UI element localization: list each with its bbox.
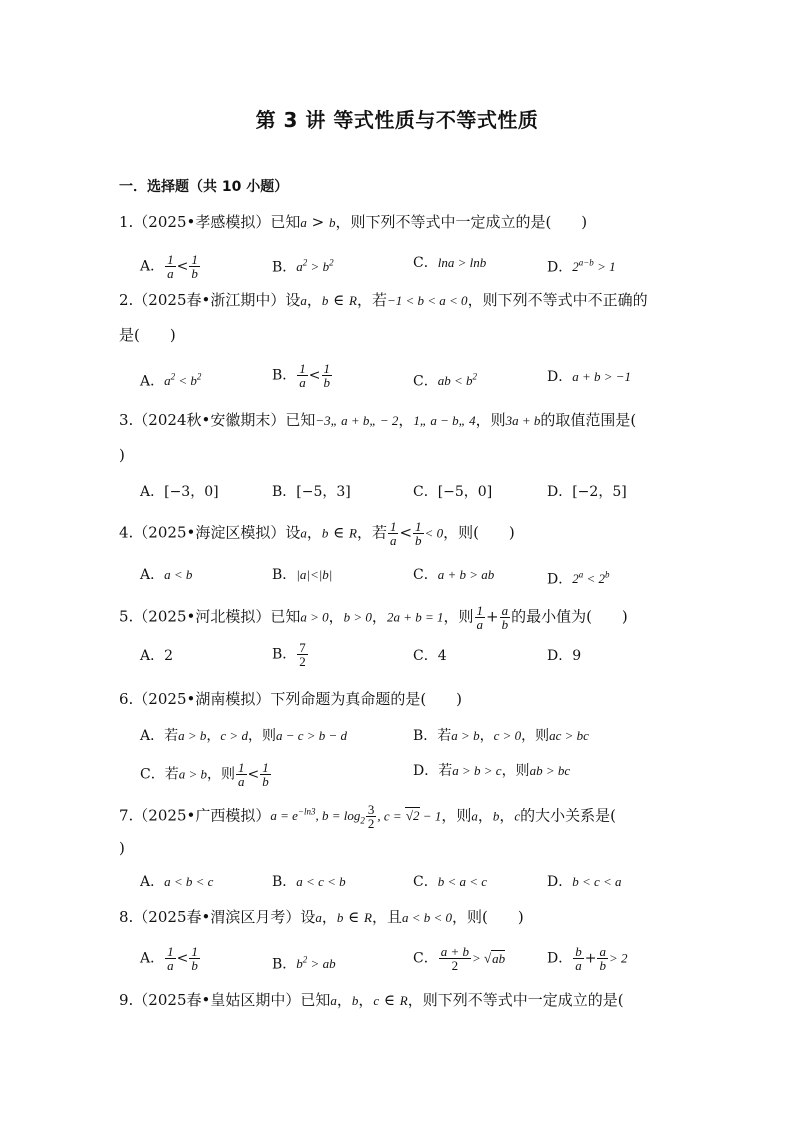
- q7-option-d[interactable]: D．b < c < a: [547, 874, 622, 890]
- question-3: 3.（2024秋•安徽期末）已知−3„ a + b„ − 2，1„ a − b„ 4，则3a + b的取值范围是(: [119, 411, 637, 429]
- q3-option-d[interactable]: D．[−2，5]: [547, 484, 627, 500]
- q8-option-a[interactable]: A． $\frac{1}{a}$ < $\frac{1}{b}$: [140, 944, 198, 973]
- q4-option-a[interactable]: A．a < b: [140, 567, 193, 583]
- question-2-cont: 是( ): [119, 326, 176, 344]
- question-3-cont: ): [119, 446, 125, 464]
- q2-option-d[interactable]: D．a + b > −1: [547, 369, 632, 385]
- q4-option-c[interactable]: C．a + b > ab: [413, 567, 495, 583]
- q8-option-d[interactable]: D． $\frac{b}{a}$ + $\frac{a}{b}$ > 2: [547, 944, 628, 973]
- q5-option-d[interactable]: D．9: [547, 648, 582, 664]
- question-4: 4.（2025•海淀区模拟）设a，b ∈ R，若 $\frac{1}{a}$ < $\frac{1}{b}$ < 0，则( ): [119, 519, 515, 548]
- q1-option-c[interactable]: C．lna > lnb: [413, 255, 487, 271]
- q7-option-a[interactable]: A．a < b < c: [140, 874, 214, 890]
- q6-option-b[interactable]: B．若a > b，c > 0，则ac > bc: [413, 728, 589, 744]
- question-2: 2.（2025春•浙江期中）设a，b ∈ R，若−1 < b < a < 0，则下列不等式中不正确的: [119, 291, 648, 309]
- q6-option-d[interactable]: D．若a > b > c，则ab > bc: [413, 763, 571, 779]
- q5-option-b[interactable]: B． $\frac{7}{2}$: [272, 640, 306, 669]
- q2-option-c[interactable]: C．ab < $b^2$: [413, 372, 477, 390]
- q2-option-b[interactable]: B． $\frac{1}{a}$ < $\frac{1}{b}$: [272, 361, 331, 390]
- question-6: 6.（2025•湖南模拟）下列命题为真命题的是( ): [119, 690, 463, 708]
- q6-option-c[interactable]: C．若a > b，则 $\frac{1}{a}$ < $\frac{1}{b}$: [140, 760, 269, 789]
- section-heading: 一．选择题（共 10 小题）: [119, 179, 289, 195]
- q7-option-b[interactable]: B．a < c < b: [272, 874, 346, 890]
- q1-option-b[interactable]: B．$a^2 > b^2$: [272, 258, 334, 276]
- question-8: 8.（2025春•渭滨区月考）设a，b ∈ R，且a < b < 0，则( ): [119, 908, 524, 926]
- q8-option-b[interactable]: B．$b^2$ > ab: [272, 955, 336, 973]
- question-1: 1.（2025•孝感模拟）已知a > b，则下列不等式中一定成立的是( ): [119, 213, 588, 231]
- question-7-cont: ): [119, 839, 125, 857]
- q1-option-a[interactable]: A． $\frac{1}{a}$ < $\frac{1}{b}$: [140, 252, 198, 281]
- q3-option-a[interactable]: A．[−3，0]: [140, 484, 219, 500]
- q5-option-c[interactable]: C．4: [413, 648, 447, 664]
- q6-option-a[interactable]: A．若a > b，c > d，则a − c > b − d: [140, 728, 348, 744]
- question-7: 7.（2025•广西模拟）$a = e^{-ln3}$, $b = \log_2$ $\frac{3}{2}$ , c = √2 − 1，则a，b，c的大小关系是(: [119, 801, 617, 831]
- page-title: 第 3 讲 等式性质与不等式性质: [255, 108, 539, 132]
- q5-option-a[interactable]: A．2: [140, 648, 174, 664]
- q1-option-d[interactable]: D．$2^{a-b} > 1$: [547, 258, 616, 276]
- q7-option-c[interactable]: C．b < a < c: [413, 874, 488, 890]
- q3-option-c[interactable]: C．[−5，0]: [413, 484, 493, 500]
- q2-option-a[interactable]: A．$a^2 < b^2$: [140, 372, 202, 390]
- q4-option-d[interactable]: D．$2^a < 2^b$: [547, 570, 610, 588]
- q4-option-b[interactable]: B．|a|<|b|: [272, 567, 333, 583]
- q3-option-b[interactable]: B．[−5，3]: [272, 484, 351, 500]
- question-5: 5.（2025•河北模拟）已知a > 0，b > 0，2a + b = 1，则 $\frac{1}{a}$ + $\frac{a}{b}$ 的最小值为( ): [119, 603, 628, 632]
- question-9: 9.（2025春•皇姑区期中）已知a，b，c ∈ R，则下列不等式中一定成立的是(: [119, 991, 624, 1009]
- q8-option-c[interactable]: C． $\frac{a + b}{2}$ > √ab: [413, 944, 506, 973]
